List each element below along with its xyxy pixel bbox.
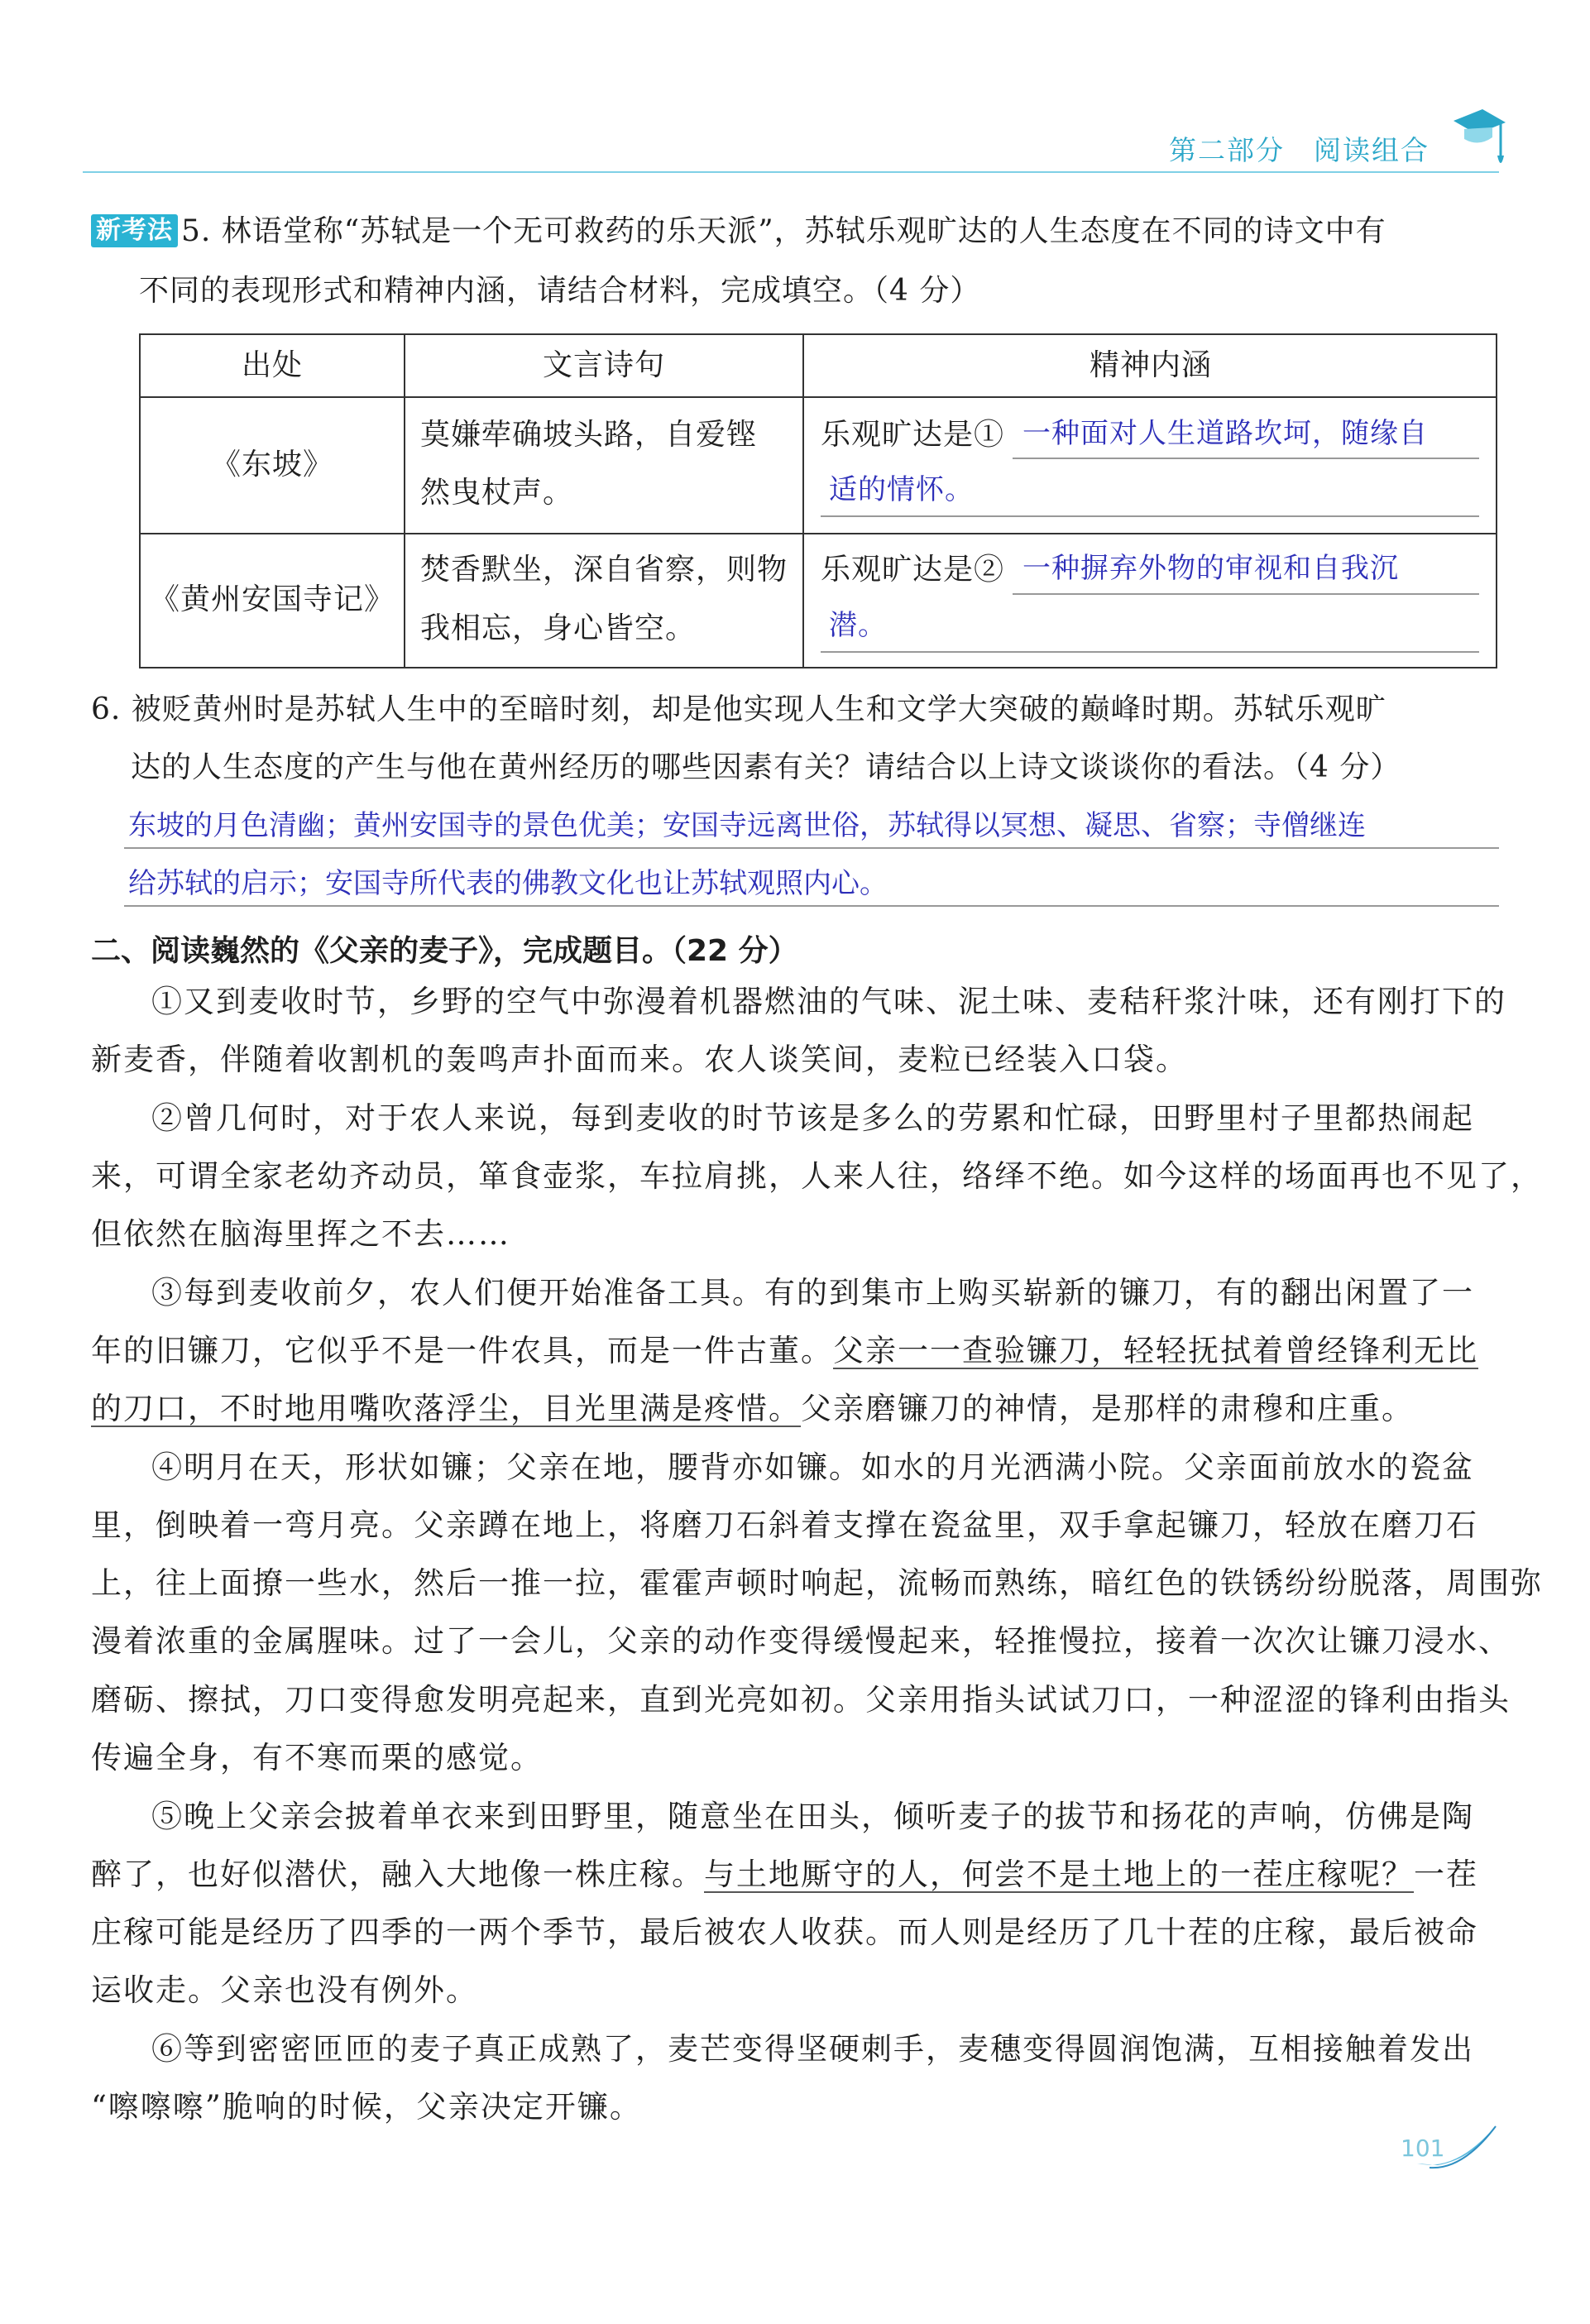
table-row-1-verse-1: 莫嫌荦确坡头路，自爱铿 <box>420 418 758 452</box>
table-row-1-verse-2: 然曳杖声。 <box>420 476 574 510</box>
table-row-2-source: 《黄州安国寺记》 <box>149 582 395 616</box>
underlined-sentence: 与土地厮守的人，何尝不是土地上的一茬庄稼呢？ <box>704 1857 1414 1892</box>
table-row-2-answer-1: 一种摒弃外物的审视和自我沉 <box>1022 552 1399 585</box>
passage-p1-line-1: ①又到麦收时节，乡野的空气中弥漫着机器燃油的气味、泥土味、麦秸秆浆汁味，还有刚打下的 <box>151 984 1506 1019</box>
table-header-meaning: 精神内涵 <box>1089 348 1212 382</box>
table-row-2-prefix: 乐观旷达是② <box>821 553 1005 587</box>
feather-icon <box>1413 2122 1504 2172</box>
passage-p5-line-4: 运收走。父亲也没有例外。 <box>91 1972 478 2008</box>
passage-p4-line-6: 传遍全身，有不寒而栗的感觉。 <box>91 1740 543 1775</box>
passage-p1-line-2: 新麦香，伴随着收割机的轰鸣声扑面而来。农人谈笑间，麦粒已经装入口袋。 <box>91 1042 1188 1077</box>
table-row-1-answer-1: 一种面对人生道路坎坷，随缘自 <box>1022 417 1428 450</box>
underlined-sentence: 的刀口，不时地用嘴吹落浮尘，目光里满是疼惜。 <box>91 1391 801 1426</box>
passage-p4-line-3: 上，往上面撩一些水，然后一推一拉，霍霍声顿时响起，流畅而熟练，暗红色的铁锈纷纷脱落，周围弥 <box>91 1565 1543 1601</box>
section-header: 第二部分 阅读组合 <box>1169 134 1430 166</box>
passage-p3-line-3: 的刀口，不时地用嘴吹落浮尘，目光里满是疼惜。父亲磨镰刀的神情，是那样的肃穆和庄重。 <box>91 1391 1414 1426</box>
page-number: 101 <box>1401 2135 1445 2162</box>
header-rule <box>83 171 1499 173</box>
table-header-source: 出处 <box>241 348 303 382</box>
section-2-title: 二、阅读巍然的《父亲的麦子》，完成题目。（22 分） <box>91 934 798 968</box>
passage-p5-line-1: ⑤晚上父亲会披着单衣来到田野里，随意坐在田头，倾听麦子的拔节和扬花的声响，仿佛是陶 <box>151 1799 1474 1834</box>
new-exam-tag: 新考法 <box>91 214 178 247</box>
table-row-2-answer-2: 潜。 <box>829 609 887 642</box>
answer-table <box>139 333 1497 668</box>
question-6-answer-1: 东坡的月色清幽；黄州安国寺的景色优美；安国寺远离世俗，苏轼得以冥想、凝思、省察；寺僧继连 <box>128 809 1366 842</box>
passage-p5-line-3: 庄稼可能是经历了四季的一两个季节，最后被农人收获。而人则是经历了几十茬的庄稼，最后被命 <box>91 1914 1478 1950</box>
passage-p6-line-1: ⑥等到密密匝匝的麦子真正成熟了，麦芒变得坚硬刺手，麦穗变得圆润饱满，互相接触着发出 <box>151 2031 1474 2067</box>
graduation-cap-icon <box>1449 98 1507 172</box>
passage-p3-line-2: 年的旧镰刀，它似乎不是一件农具，而是一件古董。父亲一一查验镰刀，轻轻抚拭着曾经锋利无比 <box>91 1333 1478 1368</box>
passage-p6-line-2: “嚓嚓嚓”脆响的时候，父亲决定开镰。 <box>91 2089 642 2125</box>
question-6-line-2: 达的人生态度的产生与他在黄州经历的哪些因素有关？请结合以上诗文谈谈你的看法。（4 分） <box>131 750 1401 784</box>
passage-p4-line-1: ④明月在天，形状如镰；父亲在地，腰背亦如镰。如水的月光洒满小院。父亲面前放水的瓷盆 <box>151 1450 1474 1485</box>
table-row-2-verse-1: 焚香默坐，深自省察，则物 <box>420 553 788 587</box>
passage-p5-line-2: 醉了，也好似潜伏，融入大地像一株庄稼。与土地厮守的人，何尝不是土地上的一茬庄稼呢？一茬 <box>91 1857 1478 1892</box>
question-5-line-1: 新考法 5. 林语堂称“苏轼是一个无可救药的乐天派”，苏轼乐观旷达的人生态度在不同的诗文中有 <box>91 213 1386 249</box>
passage-p2-line-3: 但依然在脑海里挥之不去…… <box>91 1216 510 1252</box>
passage-p2-line-2: 来，可谓全家老幼齐动员，箪食壶浆，车拉肩挑，人来人往，络绎不绝。如今这样的场面再也不见了， <box>91 1158 1543 1194</box>
question-6-line-1: 6. 被贬黄州时是苏轼人生中的至暗时刻，却是他实现人生和文学大突破的巅峰时期。苏轼乐观旷 <box>91 692 1386 726</box>
underlined-sentence: 父亲一一查验镰刀，轻轻抚拭着曾经锋利无比 <box>833 1333 1478 1368</box>
table-row-2-verse-2: 我相忘，身心皆空。 <box>420 611 697 645</box>
passage-p3-line-1: ③每到麦收前夕，农人们便开始准备工具。有的到集市上购买崭新的镰刀，有的翻出闲置了一 <box>151 1275 1474 1311</box>
table-row-1-source: 《东坡》 <box>210 448 333 482</box>
question-6-answer-2: 给苏轼的启示；安国寺所代表的佛教文化也让苏轼观照内心。 <box>128 867 888 900</box>
passage-p4-line-5: 磨砺、擦拭，刀口变得愈发明亮起来，直到光亮如初。父亲用指头试试刀口，一种涩涩的锋利由指头 <box>91 1682 1511 1718</box>
passage-p4-line-2: 里，倒映着一弯月亮。父亲蹲在地上，将磨刀石斜着支撑在瓷盆里，双手拿起镰刀，轻放在磨刀石 <box>91 1507 1478 1543</box>
table-row-1-answer-2: 适的情怀。 <box>829 473 974 506</box>
question-5-line-2: 不同的表现形式和精神内涵，请结合材料，完成填空。（4 分） <box>139 274 981 308</box>
table-row-1-prefix: 乐观旷达是① <box>821 418 1005 452</box>
table-header-verse: 文言诗句 <box>542 348 665 382</box>
passage-p4-line-4: 漫着浓重的金属腥味。过了一会儿，父亲的动作变得缓慢起来，轻推慢拉，接着一次次让镰刀浸水、 <box>91 1623 1511 1659</box>
passage-p2-line-1: ②曾几何时，对于农人来说，每到麦收的时节该是多么的劳累和忙碌，田野里村子里都热闹起 <box>151 1100 1474 1136</box>
